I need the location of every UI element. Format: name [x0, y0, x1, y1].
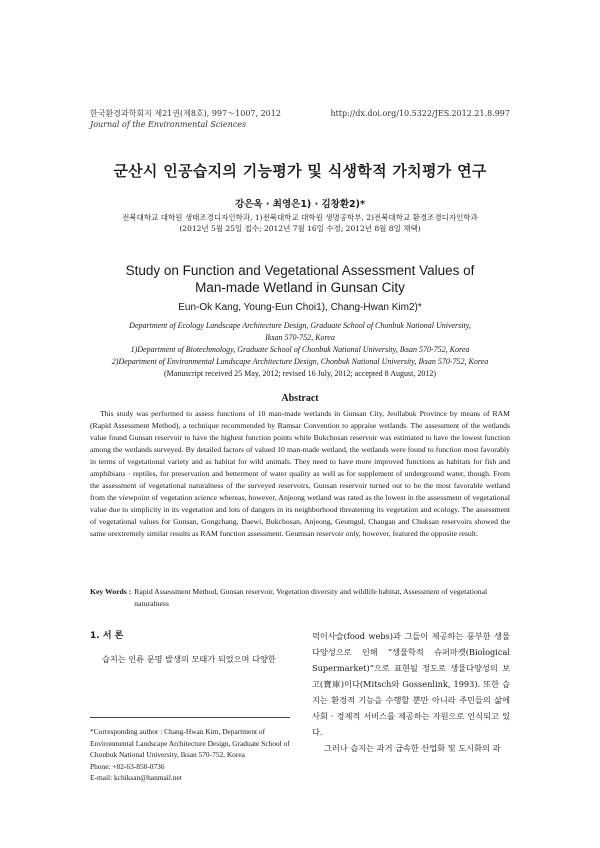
english-title-line1: Study on Function and Vegetational Assessment Values of: [125, 263, 475, 278]
footnote-phone: Phone: +82-63-850-0736: [90, 761, 165, 771]
abstract-heading: Abstract: [281, 393, 319, 404]
english-affiliation-1b: Iksan 570-752, Korea: [265, 333, 335, 342]
korean-title: 군산시 인공습지의 기능평가 및 식생학적 가치평가 연구: [113, 162, 487, 180]
english-affiliation-1: Department of Ecology Landscape Architecture Design, Graduate School of Chonbuk National University,: [129, 321, 471, 330]
keywords-label: Key Words :: [90, 587, 132, 596]
english-title-line2: Man-made Wetland in Gunsan City: [195, 280, 405, 295]
corresponding-author-footnote: [90, 717, 290, 784]
english-affiliation-2: 1)Department of Biotechmology, Graduate School of Chonbuk National University, Iksan 570-752, Korea: [130, 345, 470, 354]
left-column: [90, 628, 290, 667]
english-title: [60, 262, 540, 296]
intro-paragraph-left: 습지는 인류 문명 발생의 모태가 되었으며 다양한: [102, 654, 276, 664]
korean-dates: (2012년 5월 25일 접수; 2012년 7월 16일 수정; 2012년 8월 8일 채택): [179, 224, 421, 233]
section-heading-introduction: 1. 서 론: [90, 631, 124, 641]
korean-authors: 강은옥 · 최영은1) · 김창환2)*: [235, 199, 365, 210]
footnote-email: E-mail: kchiksan@hanmail.net: [90, 773, 182, 782]
korean-affiliation-text: 전북대학교 대학원 생태조경디자인학과, 1)전북대학교 대학원 생명공학부, 2)전북대학교 환경조경디자인학과: [122, 213, 478, 222]
keywords-text: Rapid Assessment Method, Gunsan reservoir, Vegetation diversity and wildlife habitat, Assessment of vegetational naturalness: [134, 587, 488, 608]
english-affiliations: [60, 320, 540, 380]
doi-link[interactable]: http://dx.doi.org/10.5322/JES.2012.21.8.997: [330, 109, 510, 118]
korean-affiliations: [40, 212, 560, 234]
english-authors: Eun-Ok Kang, Young-Eun Choi1), Chang-Hwan Kim2)*: [178, 302, 422, 313]
footnote-author: *Corresponding author : Chang-Hwan Kim, Department of Environmental Landscape Architecture Design, Graduate School of Chonbuk National University, Iksan 570-752, Korea: [90, 727, 290, 759]
journal-citation: 한국환경과학회지 제21권(제8호), 997～1007, 2012: [90, 109, 281, 118]
english-dates: (Manuscript received 25 May, 2012; revised 16 July, 2012; accepted 8 August, 2012): [163, 369, 436, 378]
english-affiliation-3: 2)Department of Environmental Landscape Architecture Design, Chonbuk National University, Iksan 570-752, Korea: [111, 357, 489, 366]
abstract-text: This study was performed to assess functions of 10 man-made wetlands in Gunsan City, Jeollabuk Province by means of RAM (Rapid Assessment Method), a technique recommended by Ramsar Convention to appraise wetlands. The assessment of the wetlands value found Gunsan reservoir to have the highest function points while Bukchosan reservoir was estimated to have the lowest function among the wetlands surveyed. By detailed factors of valued 10 man-made wetland, the wetlands were found to function most favorably in terms of vegetational variety and as habitat for wild animals. They need to have more improved functions as habitats for fish and amphibians · reptiles, for preservation and betterment of water quality as well as for supplement of underground water, though. From the assessment of vegetational naturalness of the surveyed reservoirs, Gunsan reservoir turned out to be the most favorable wetland from the viewpoint of vegetation science whereas, however, Anjeong wetland was rated as the lowest in the assessment of vegetational value due to simplicity in its vegetation and lots of dangers in its neighborhood threatening its vegetation and ecology. The assessment of vegetational values for Gunsan, Gongchang, Daewi, Bukchosan, Anjeong, Geumgul, Changan and Chuksan reservoirs showed the same orextremely similar results as RAM function assessment. Geumsan reservoir only, however, featured the opposite result.: [90, 409, 510, 538]
journal-name: Journal of the Environmental Sciences: [90, 120, 247, 129]
keywords: [90, 586, 510, 610]
page-header: [90, 108, 510, 130]
intro-paragraph-right-2: 그러나 습지는 과거 급속한 산업화 및 도시화의 과: [324, 743, 501, 753]
right-column: [312, 628, 510, 756]
intro-paragraph-right-1: 먹이사슬(food webs)과 그들이 제공하는 풍부한 생물다양성으로 인해 “생물학적 슈퍼마켓(Biological Supermarket)”으로 표현될 정도로 생물다양성의 보고(寶庫)이다(Mitsch와 Gossenlink, 1993). 또한 습지는 환경적 기능을 수행할 뿐만 아니라 주민들의 삶에 사회 · 경제적 서비스를 제공하는 자원으로 인식되고 있다.: [312, 631, 510, 737]
